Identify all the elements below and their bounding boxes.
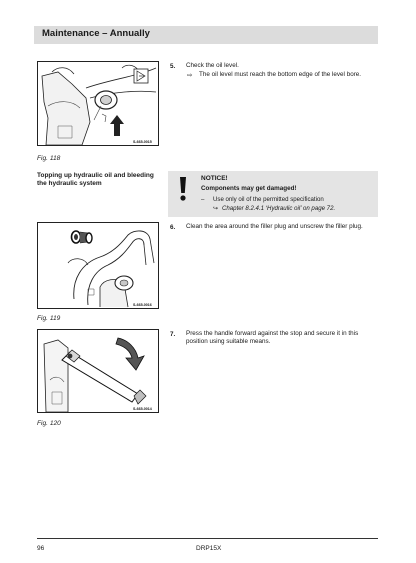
pump-oil-level-drawing [38,62,158,145]
curved-arrow-icon [116,338,144,370]
step-number: 6. [170,224,176,231]
figure-118-illustration [37,61,159,146]
page-number: 96 [37,545,45,552]
reference-arrow-icon: ↪ [213,205,219,212]
page-title: Maintenance – Annually [42,28,150,39]
step-result: The oil level must reach the bottom edge of the level bore. [199,71,362,78]
notice-subtitle: Components may get damaged! [201,185,297,192]
notice-bullet: Use only oil of the permitted specification [213,196,324,203]
figure-caption: Fig. 119 [37,315,61,322]
step-text: Press the handle forward against the stop and secure it in this position using suitable means. [186,330,359,346]
section-heading: Topping up hydraulic oil and bleeding the hydraulic system [37,172,154,188]
figure-119-illustration [37,222,159,309]
filler-plug-drawing [38,223,158,308]
notice-bullet-dash: – [201,196,205,203]
exclamation-icon [177,176,189,202]
step-number: 5. [170,63,176,70]
result-arrow-icon: ⇨ [187,72,193,79]
step-text: Clean the area around the filler plug and unscrew the filler plug. [186,223,363,230]
notice-title: NOTICE! [201,175,228,182]
handle-forward-drawing [38,330,158,412]
figure-caption: Fig. 118 [37,155,61,162]
footer-divider [37,538,378,539]
model-name: DRP15X [196,545,222,552]
step-text: Check the oil level. [186,62,239,69]
arrow-up-icon [110,115,124,136]
notice-reference-link[interactable]: Chapter 8.2.4.1 ‘Hydraulic oil’ on page 72. [222,205,336,212]
figure-code: S-665-0015 [133,140,152,144]
figure-code: S-665-0016 [133,303,152,307]
figure-120-illustration [37,329,159,413]
step-number: 7. [170,331,176,338]
figure-caption: Fig. 120 [37,420,61,427]
figure-code: S-665-0014 [133,407,152,411]
